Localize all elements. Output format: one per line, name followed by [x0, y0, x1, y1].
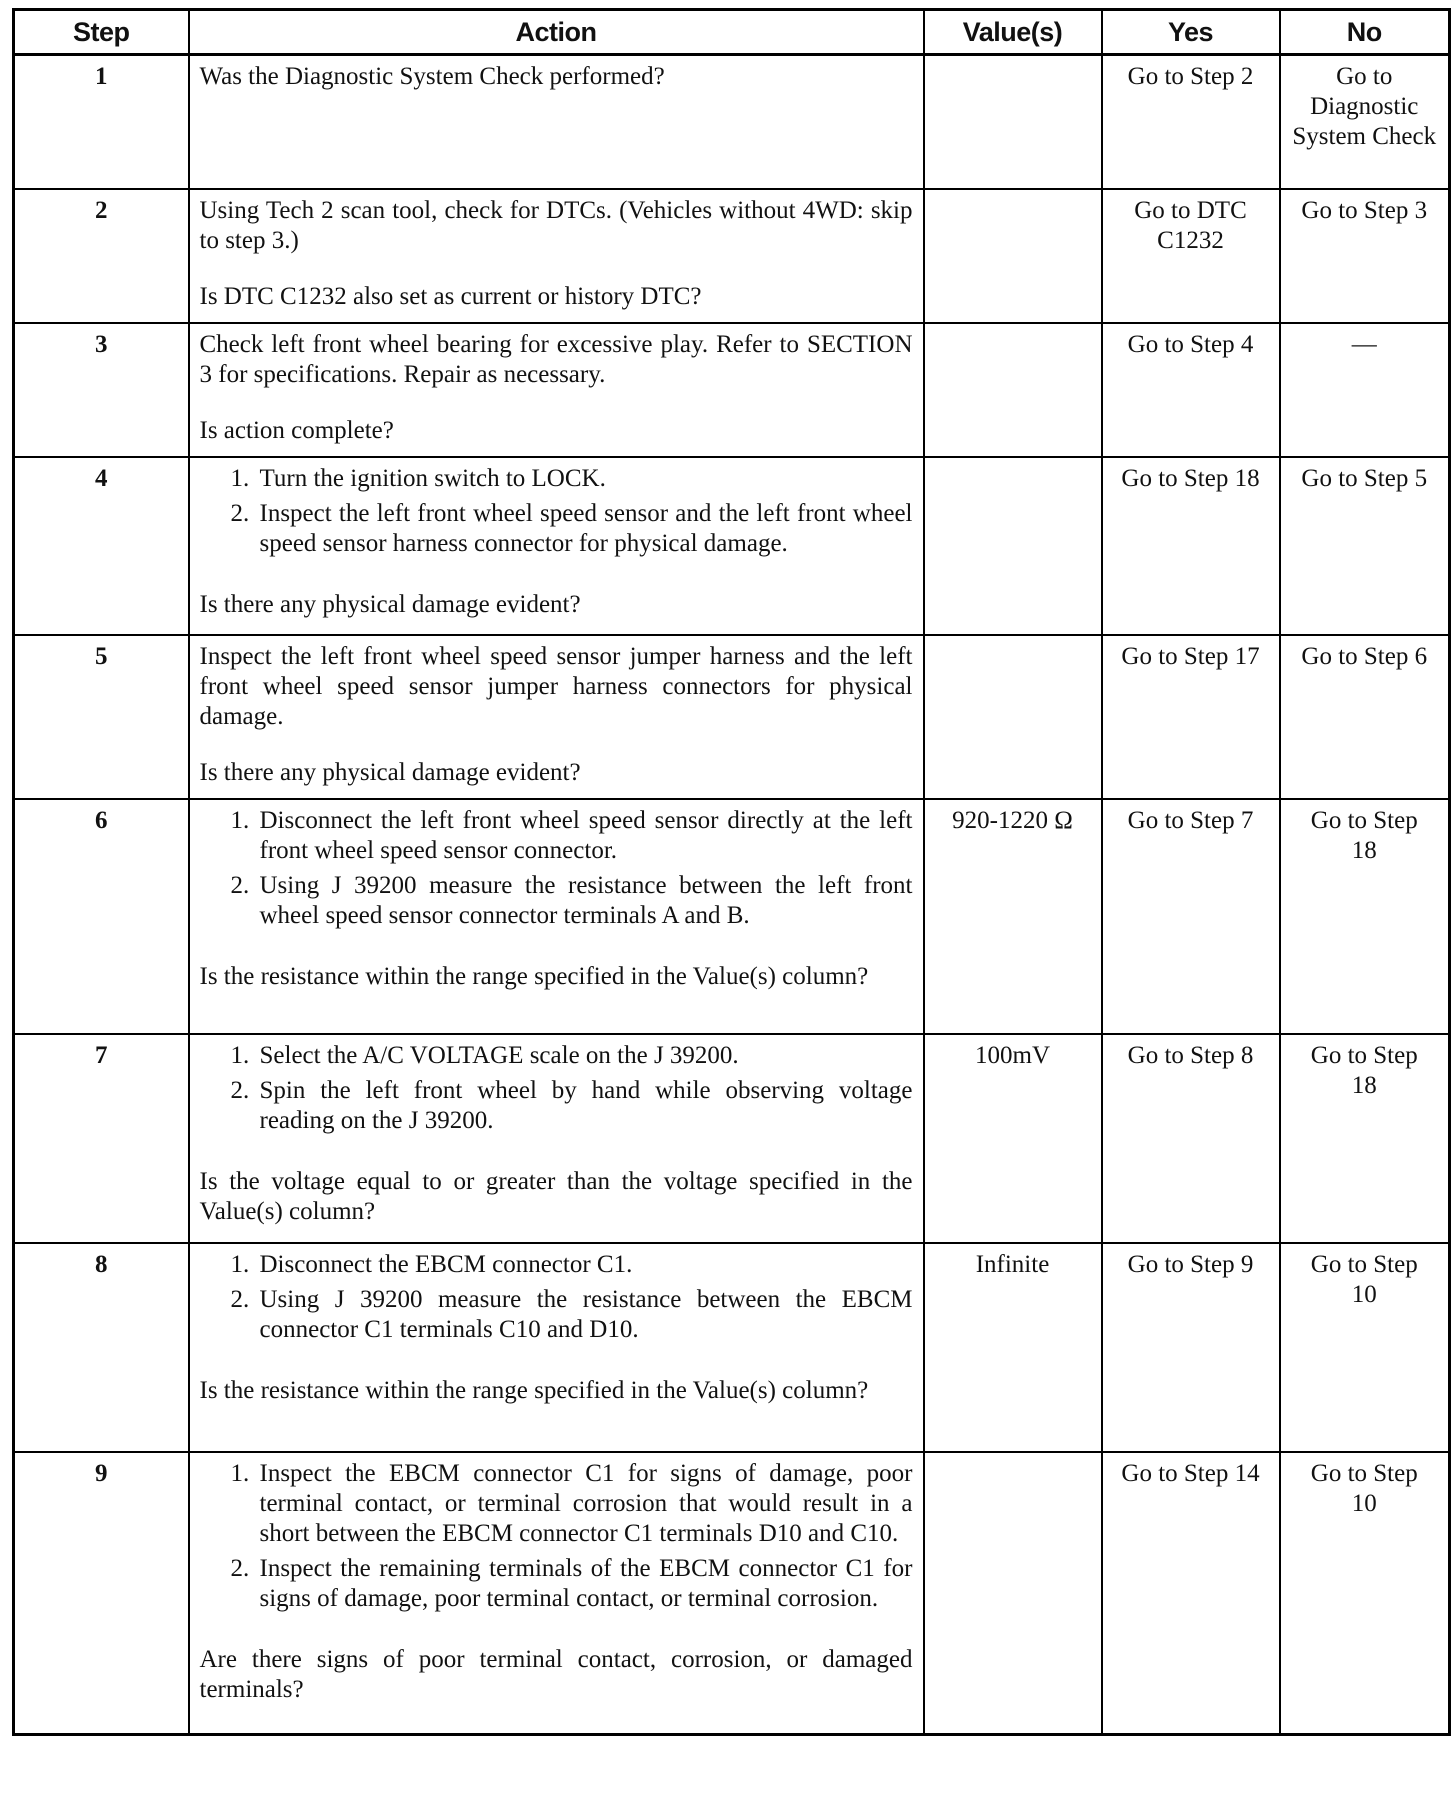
table-row — [14, 635, 1450, 799]
step-number: 2 — [14, 189, 189, 323]
no-action: — — [1351, 330, 1377, 358]
spacer — [200, 936, 913, 962]
action-cell — [189, 1243, 924, 1452]
action-text: Inspect the left front wheel speed sensor jumper harness and the left front wheel speed sensor jumper harness connectors for physical damage. — [199, 642, 913, 730]
action-cell — [189, 799, 924, 1034]
step-number: 1 — [14, 55, 189, 189]
no-cell — [1280, 457, 1450, 635]
yes-action: Go to Step 2 — [1127, 63, 1254, 90]
action-question: Was the Diagnostic System Check performed? — [199, 63, 665, 90]
spacer — [200, 564, 913, 590]
substep-item: 1. Disconnect the left front wheel speed sensor directly at the left front wheel speed sensor connector. — [256, 806, 913, 866]
spacer — [200, 1141, 913, 1167]
step-number: 6 — [14, 799, 189, 1034]
table-row — [14, 55, 1450, 189]
step-number: 7 — [14, 1034, 189, 1243]
spacer — [200, 1619, 913, 1645]
yes-cell — [1102, 1452, 1280, 1735]
action-text: Using Tech 2 scan tool, check for DTCs. (Vehicles without 4WD: skip to step 3.) — [199, 196, 913, 254]
header-action: Action — [189, 10, 924, 55]
action-cell — [189, 1034, 924, 1243]
no-cell — [1280, 1452, 1450, 1735]
header-values: Value(s) — [924, 10, 1102, 55]
action-question: Is the voltage equal to or greater than the voltage specified in the Value(s) column? — [199, 1167, 913, 1225]
step-number: 4 — [14, 457, 189, 635]
table-row — [14, 323, 1450, 457]
header-step: Step — [14, 10, 189, 55]
no-cell — [1280, 1034, 1450, 1243]
value-cell — [924, 323, 1102, 457]
step-number: 9 — [14, 1452, 189, 1735]
yes-cell — [1102, 457, 1280, 635]
table-row — [14, 1034, 1450, 1243]
yes-action: Go to Step 4 — [1127, 330, 1254, 358]
table-header — [14, 10, 1450, 55]
yes-cell — [1102, 189, 1280, 323]
yes-action: Go to Step 8 — [1127, 1041, 1254, 1069]
yes-cell — [1102, 635, 1280, 799]
action-cell — [189, 635, 924, 799]
spacer — [200, 256, 913, 282]
action-cell — [189, 189, 924, 323]
substep-item: 2. Using J 39200 measure the resistance between the EBCM connector C1 terminals C10 and D10. — [256, 1285, 913, 1345]
no-action: Go to Step 3 — [1301, 196, 1428, 224]
no-action: Go to Diagnostic System Check — [1292, 63, 1437, 150]
action-question: Are there signs of poor terminal contact, corrosion, or damaged terminals? — [199, 1645, 913, 1703]
step-number: 5 — [14, 635, 189, 799]
action-question: Is the resistance within the range specified in the Value(s) column? — [199, 1376, 869, 1404]
substep-item: 2. Using J 39200 measure the resistance between the left front wheel speed sensor connector terminals A and B. — [256, 871, 913, 931]
table-row — [14, 457, 1450, 635]
diagnostic-table — [12, 8, 1451, 1736]
value-cell — [924, 1452, 1102, 1735]
action-question: Is there any physical damage evident? — [199, 758, 581, 786]
substep-item: 1. Disconnect the EBCM connector C1. — [256, 1250, 913, 1280]
action-question: Is DTC C1232 also set as current or history DTC? — [199, 282, 702, 310]
no-action: Go to Step 10 — [1310, 1459, 1418, 1517]
substep-list — [200, 1250, 913, 1345]
yes-cell — [1102, 1034, 1280, 1243]
substep-item: 2. Inspect the left front wheel speed sensor and the left front wheel speed sensor harness connector for physical damage. — [256, 499, 913, 559]
spacer — [200, 732, 913, 758]
value-cell — [924, 189, 1102, 323]
action-question: Is action complete? — [199, 416, 394, 444]
table-row — [14, 1243, 1450, 1452]
substep-list — [200, 1459, 913, 1614]
no-cell — [1280, 189, 1450, 323]
yes-action: Go to Step 14 — [1121, 1459, 1260, 1487]
no-cell — [1280, 323, 1450, 457]
no-cell — [1280, 635, 1450, 799]
substep-item: 1. Inspect the EBCM connector C1 for signs of damage, poor terminal contact, or terminal corrosion that would result in a short between the EBCM connector C1 terminals D10 and C10. — [256, 1459, 913, 1549]
value-cell — [924, 457, 1102, 635]
substep-list — [200, 1041, 913, 1136]
substep-list — [200, 464, 913, 559]
yes-action: Go to DTC C1232 — [1134, 196, 1247, 254]
action-cell — [189, 457, 924, 635]
no-action: Go to Step 18 — [1310, 1041, 1418, 1099]
substep-item: 2. Inspect the remaining terminals of the EBCM connector C1 for signs of damage, poor terminal contact, or terminal corrosion. — [256, 1554, 913, 1614]
header-row — [14, 10, 1450, 55]
step-number: 8 — [14, 1243, 189, 1452]
yes-action: Go to Step 17 — [1121, 642, 1260, 670]
substep-item: 1. Select the A/C VOLTAGE scale on the J 39200. — [256, 1041, 913, 1071]
yes-cell — [1102, 799, 1280, 1034]
no-action: Go to Step 5 — [1301, 464, 1428, 492]
yes-cell — [1102, 55, 1280, 189]
action-cell — [189, 1452, 924, 1735]
yes-action: Go to Step 9 — [1127, 1250, 1254, 1278]
substep-item: 2. Spin the left front wheel by hand while observing voltage reading on the J 39200. — [256, 1076, 913, 1136]
yes-action: Go to Step 7 — [1127, 806, 1254, 834]
action-question: Is there any physical damage evident? — [199, 590, 581, 618]
value-cell — [924, 55, 1102, 189]
yes-cell — [1102, 1243, 1280, 1452]
value-cell: 920-1220 Ω — [924, 799, 1102, 1034]
action-text: Check left front wheel bearing for excessive play. Refer to SECTION 3 for specifications. Repair as necessary. — [199, 330, 913, 388]
action-cell — [189, 55, 924, 189]
no-action: Go to Step 10 — [1310, 1250, 1418, 1308]
value-cell — [924, 635, 1102, 799]
step-number: 3 — [14, 323, 189, 457]
no-action: Go to Step 6 — [1301, 642, 1428, 670]
value-cell: Infinite — [924, 1243, 1102, 1452]
action-question: Is the resistance within the range specified in the Value(s) column? — [199, 962, 869, 990]
no-cell — [1280, 55, 1450, 189]
spacer — [200, 1350, 913, 1376]
no-action: Go to Step 18 — [1310, 806, 1418, 864]
table-row — [14, 189, 1450, 323]
table-row — [14, 799, 1450, 1034]
table-row — [14, 1452, 1450, 1735]
yes-cell — [1102, 323, 1280, 457]
value-cell: 100mV — [924, 1034, 1102, 1243]
substep-list — [200, 806, 913, 931]
spacer — [200, 390, 913, 416]
substep-item: 1. Turn the ignition switch to LOCK. — [256, 464, 913, 494]
header-yes: Yes — [1102, 10, 1280, 55]
action-cell — [189, 323, 924, 457]
table-body — [14, 55, 1450, 1735]
header-no: No — [1280, 10, 1450, 55]
no-cell — [1280, 799, 1450, 1034]
no-cell — [1280, 1243, 1450, 1452]
yes-action: Go to Step 18 — [1121, 464, 1260, 492]
